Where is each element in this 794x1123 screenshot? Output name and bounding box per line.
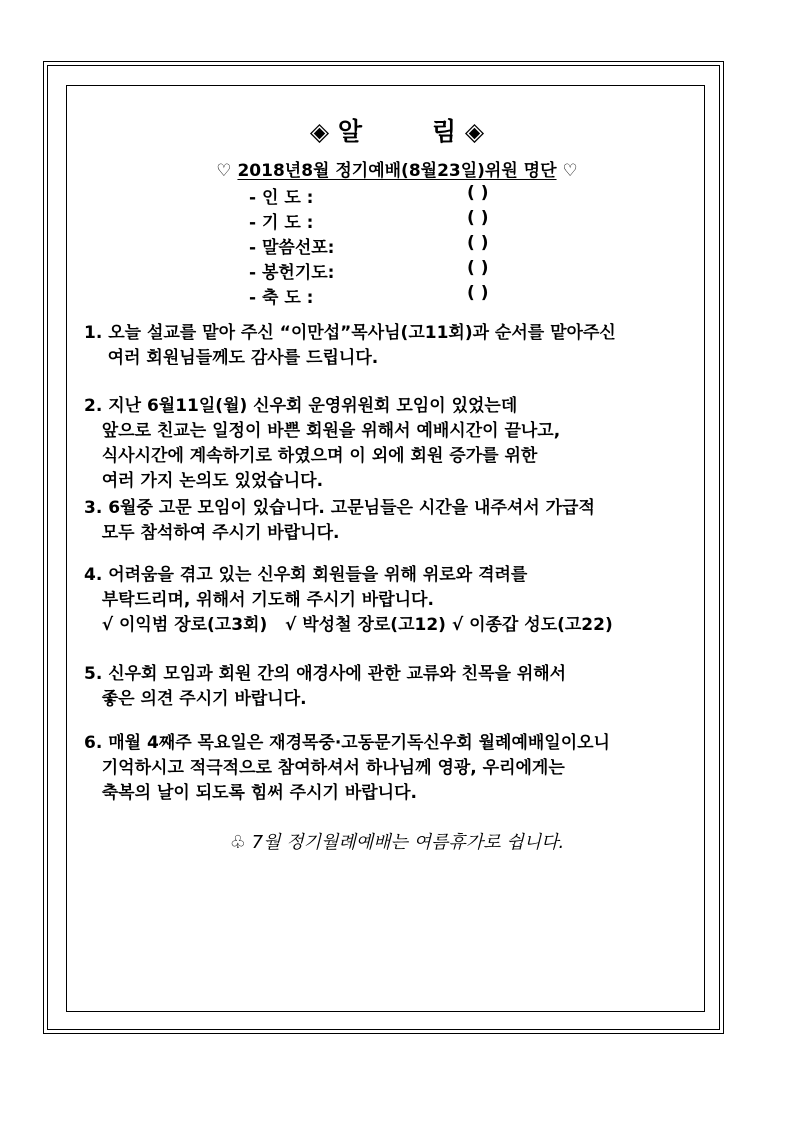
title-left: ◈ 알 bbox=[309, 117, 362, 146]
notice-item-4 bbox=[84, 563, 613, 638]
notice-line: √ 이익범 장로(고3회) √ 박성철 장로(고12) √ 이종갑 성도(고22) bbox=[84, 615, 613, 635]
notice-item-2 bbox=[84, 394, 560, 494]
role-row bbox=[249, 233, 489, 258]
notice-line: 1. 오늘 설교를 맡아 주신 “이만섭”목사님(고11회)과 순서를 맡아주신 bbox=[84, 323, 616, 343]
role-label: - 인 도 : bbox=[249, 188, 314, 208]
role-row bbox=[249, 208, 489, 233]
role-value: ( ) bbox=[467, 283, 489, 303]
role-label: - 말씀선포: bbox=[249, 238, 335, 258]
role-row bbox=[249, 258, 489, 283]
notice-item-5 bbox=[84, 662, 566, 712]
notice-line: 좋은 의견 주시기 바랍니다. bbox=[84, 689, 307, 709]
closing-note-text: 7월 정기월례예배는 여름휴가로 쉽니다. bbox=[251, 832, 565, 853]
role-value: ( ) bbox=[467, 233, 489, 253]
notice-line: 2. 지난 6월11일(월) 신우회 운영위원회 모임이 있었는데 bbox=[84, 396, 518, 416]
role-value: ( ) bbox=[467, 208, 489, 228]
notice-item-1 bbox=[84, 321, 616, 371]
notice-line: 앞으로 친교는 일정이 바쁜 회원을 위해서 예배시간이 끝나고, bbox=[84, 421, 561, 441]
notice-line: 식사시간에 계속하기로 하였으며 이 외에 회원 증가를 위한 bbox=[84, 446, 538, 466]
subtitle-text: 2018년8월 정기예배(8월23일)위원 명단 bbox=[237, 161, 557, 181]
notice-line: 부탁드리며, 위해서 기도해 주시기 바랍니다. bbox=[84, 590, 434, 610]
role-label: - 축 도 : bbox=[249, 288, 314, 308]
role-label: - 기 도 : bbox=[249, 213, 314, 233]
role-label: - 봉헌기도: bbox=[249, 263, 335, 283]
notice-line: 6. 매월 4째주 목요일은 재경목중·고동문기독신우회 월례예배일이오니 bbox=[84, 733, 610, 753]
closing-note bbox=[0, 828, 794, 854]
title-right: 림 ◈ bbox=[432, 117, 485, 146]
notice-line: 4. 어려움을 겪고 있는 신우회 회원들을 위해 위로와 격려를 bbox=[84, 565, 528, 585]
content-frame bbox=[66, 85, 705, 1012]
notice-item-3 bbox=[84, 496, 595, 546]
role-row bbox=[249, 183, 489, 208]
notice-item-6 bbox=[84, 731, 610, 806]
notice-line: 모두 참석하여 주시기 바랍니다. bbox=[84, 523, 340, 543]
heart-icon: ♡ bbox=[216, 161, 232, 181]
club-icon: ♧ bbox=[229, 832, 246, 853]
notice-line: 기억하시고 적극적으로 참여하셔서 하나님께 영광, 우리에게는 bbox=[84, 758, 565, 778]
notice-line: 여러 회원님들께도 감사를 드립니다. bbox=[84, 348, 379, 368]
role-row bbox=[249, 283, 489, 308]
subtitle bbox=[0, 156, 794, 181]
notice-line: 여러 가지 논의도 있었습니다. bbox=[84, 471, 324, 491]
notice-line: 축복의 날이 되도록 힘써 주시기 바랍니다. bbox=[84, 783, 417, 803]
heart-icon: ♡ bbox=[562, 161, 578, 181]
notice-line: 5. 신우회 모임과 회원 간의 애경사에 관한 교류와 친목을 위해서 bbox=[84, 664, 567, 684]
role-value: ( ) bbox=[467, 183, 489, 203]
page-title bbox=[0, 112, 794, 148]
notice-line: 3. 6월중 고문 모임이 있습니다. 고문님들은 시간을 내주셔서 가급적 bbox=[84, 498, 595, 518]
role-value: ( ) bbox=[467, 258, 489, 278]
